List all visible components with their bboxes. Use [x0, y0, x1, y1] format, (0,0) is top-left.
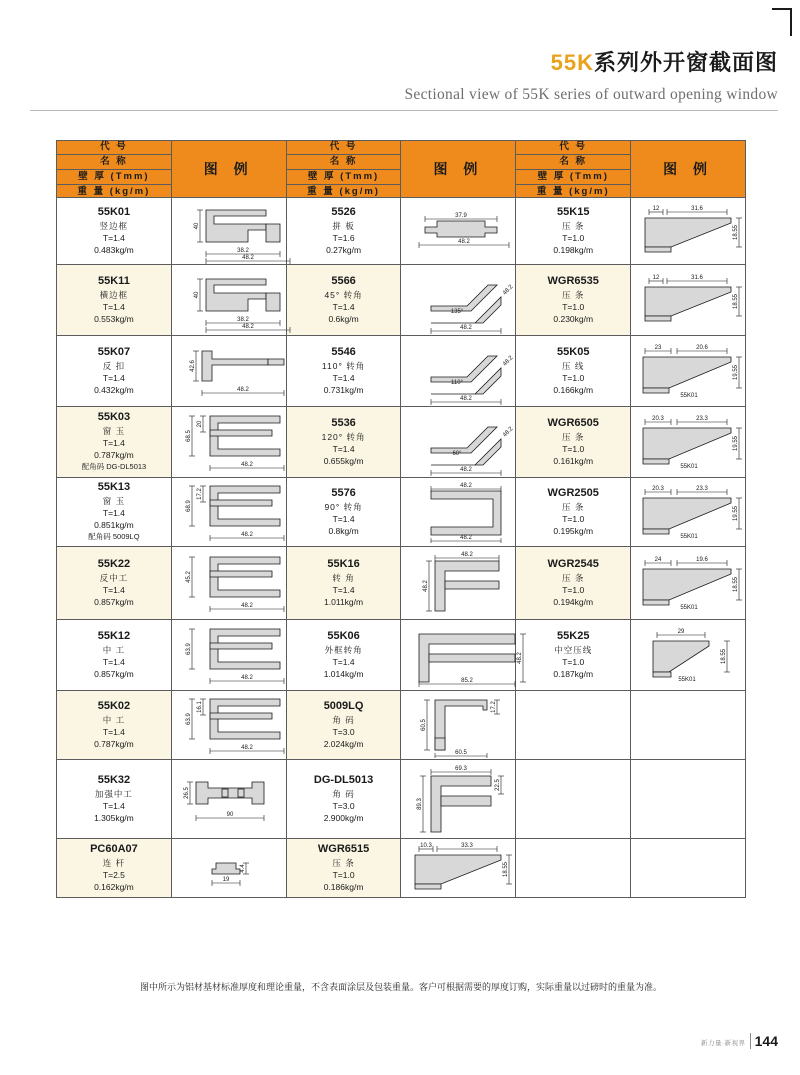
profile-code: PC60A07: [90, 843, 138, 855]
profile-code: 55K22: [97, 558, 131, 570]
svg-text:42.6: 42.6: [189, 360, 196, 372]
profile-name: 110° 转角: [321, 361, 366, 371]
profile-thickness: T=1.0: [562, 444, 585, 454]
profile-weight: 0.857kg/m: [94, 669, 134, 679]
table-row: [57, 839, 746, 898]
profile-figure-cell: [171, 760, 286, 839]
table-row: [57, 265, 746, 336]
table-row: [57, 336, 746, 407]
page-title: [30, 50, 778, 76]
profile-code: 55K13: [97, 481, 131, 493]
svg-text:20.3: 20.3: [652, 416, 664, 422]
profile-name: 连 杆: [102, 858, 126, 868]
profile-name: 压 线: [562, 361, 585, 371]
profile-figure-cell: [631, 336, 746, 407]
profile-weight: 0.8kg/m: [328, 526, 359, 536]
header-label-weight: 重 量 (kg/m): [307, 185, 380, 197]
profile-thickness: T=1.4: [102, 727, 125, 737]
svg-text:135°: 135°: [451, 309, 464, 315]
profile-info-cell: [57, 547, 172, 620]
profile-weight: 0.195kg/m: [553, 526, 594, 536]
svg-text:23.3: 23.3: [696, 486, 708, 492]
svg-text:23.3: 23.3: [696, 416, 708, 422]
profile-thickness: T=1.4: [102, 801, 125, 811]
svg-text:68.5: 68.5: [185, 430, 192, 442]
profile-weight: 0.194kg/m: [553, 597, 594, 607]
profile-weight: 0.655kg/m: [323, 456, 364, 466]
profile-figure-cell: [401, 198, 516, 265]
header-label-name: 名 称: [57, 155, 171, 170]
profile-name: 压 条: [562, 573, 585, 583]
empty-figure-cell: [631, 760, 746, 839]
profile-code: 5536: [331, 417, 356, 429]
profile-info-cell: [57, 407, 172, 478]
header-label-weight: 重 量 (kg/m): [536, 185, 610, 197]
profile-weight: 0.27kg/m: [326, 245, 362, 255]
profile-figure-cell: [401, 620, 524, 691]
profile-weight: 0.851kg/m: [94, 520, 134, 530]
title-rest: 系列外开窗截面图: [593, 50, 778, 75]
svg-text:40: 40: [193, 222, 200, 230]
profile-code: WGR2505: [547, 487, 599, 499]
svg-text:19.55: 19.55: [733, 364, 740, 381]
profile-thickness: T=1.4: [332, 514, 355, 524]
title-highlight: 55K: [550, 50, 594, 75]
svg-text:110°: 110°: [451, 380, 464, 386]
svg-text:18.55: 18.55: [721, 648, 728, 665]
svg-text:4.4: 4.4: [239, 864, 246, 873]
profile-name: 压 条: [332, 858, 355, 868]
profile-figure-cell: [631, 265, 746, 336]
profile-thickness: T=1.4: [102, 585, 125, 595]
profile-name: 拼 板: [332, 221, 355, 231]
svg-text:48.2: 48.2: [240, 462, 253, 468]
corner-bracket-decoration: [772, 8, 792, 36]
svg-text:31.6: 31.6: [691, 206, 703, 212]
profile-figure-cell: [631, 407, 746, 478]
profiles-table: [56, 140, 746, 898]
profile-name: 角 码: [332, 789, 355, 799]
profile-figure-cell: [171, 620, 286, 691]
profile-code: 55K02: [97, 700, 131, 712]
svg-text:12: 12: [652, 206, 660, 212]
svg-text:60°: 60°: [452, 451, 463, 457]
profile-thickness: T=1.4: [332, 585, 355, 595]
profile-weight: 0.787kg/m: [94, 450, 134, 460]
table-row: [57, 198, 746, 265]
svg-text:60.5: 60.5: [455, 750, 468, 756]
header-info-col-1: [57, 141, 172, 198]
profile-info-cell: [57, 198, 172, 265]
profile-info-cell: [57, 336, 172, 407]
profile-figure-cell: [401, 547, 516, 620]
table-header-row: [57, 141, 746, 198]
svg-text:38.2: 38.2: [236, 248, 249, 254]
svg-text:48.2: 48.2: [458, 239, 471, 245]
svg-text:48.2: 48.2: [460, 396, 473, 402]
profile-name: 压 条: [562, 432, 585, 442]
profile-weight: 0.166kg/m: [553, 385, 594, 395]
svg-text:24: 24: [654, 557, 662, 563]
profile-name: 窗 玉: [102, 426, 126, 436]
profile-code: 5566: [331, 275, 356, 287]
page-subtitle: Sectional view of 55K series of outward opening window: [404, 86, 778, 103]
profile-thickness: T=1.4: [332, 373, 355, 383]
profile-figure-cell: [171, 265, 286, 336]
profile-info-cell: [57, 478, 172, 547]
profile-code: WGR6515: [317, 843, 370, 855]
profile-info-cell: [286, 336, 401, 407]
profile-name: 加强中工: [94, 789, 133, 799]
svg-text:31.6: 31.6: [691, 275, 703, 281]
svg-text:69.3: 69.3: [455, 766, 468, 772]
header-label-name: 名 称: [516, 155, 630, 170]
profile-name: 90° 转角: [324, 502, 363, 512]
profile-code: 55K07: [97, 346, 131, 358]
header-label-thickness: 壁 厚 (Tmm): [516, 170, 630, 185]
header-info-col-3: [516, 141, 631, 198]
profile-figure-cell: [171, 478, 286, 547]
profile-name: 120° 转角: [321, 432, 366, 442]
profile-weight: 0.6kg/m: [328, 314, 359, 324]
profile-name: 窗 玉: [102, 496, 126, 506]
profile-weight: 2.900kg/m: [323, 813, 364, 823]
svg-text:85.2: 85.2: [461, 678, 474, 684]
profile-figure-cell: [401, 839, 516, 898]
company-name: 新力量·新视界: [700, 1040, 746, 1047]
profile-thickness: T=1.4: [102, 233, 125, 243]
svg-text:17.2: 17.2: [196, 488, 203, 500]
svg-text:89.3: 89.3: [417, 798, 424, 810]
svg-text:12: 12: [652, 275, 660, 281]
svg-text:10.3: 10.3: [420, 843, 433, 849]
svg-text:48.2: 48.2: [240, 745, 253, 751]
profile-name: 压 条: [562, 502, 585, 512]
page-number: 144: [750, 1033, 778, 1049]
empty-figure-cell: [631, 839, 746, 898]
profile-weight: 0.787kg/m: [94, 739, 134, 749]
svg-text:68.9: 68.9: [185, 500, 192, 512]
svg-text:48.2: 48.2: [241, 255, 254, 261]
profile-name: 角 码: [332, 715, 355, 725]
profile-extra: 配角码 DG-DL5013: [81, 462, 147, 471]
profile-code: 55K25: [557, 630, 590, 642]
profile-code: WGR6535: [547, 275, 599, 287]
profile-thickness: T=1.4: [332, 657, 355, 667]
header-divider: [30, 110, 778, 111]
profile-weight: 1.014kg/m: [323, 669, 364, 679]
profile-name: 45° 转角: [324, 290, 363, 300]
profile-name: 压 条: [562, 290, 585, 300]
svg-text:55K01: 55K01: [680, 534, 698, 540]
header-label-weight: 重 量 (kg/m): [77, 185, 151, 197]
profile-code: WGR2545: [547, 558, 599, 570]
table-row: [57, 691, 746, 760]
svg-text:48.2: 48.2: [461, 552, 474, 558]
profile-weight: 0.187kg/m: [553, 669, 594, 679]
svg-text:19.55: 19.55: [733, 505, 740, 522]
table-row: [57, 620, 746, 691]
profile-info-cell: [286, 198, 401, 265]
svg-text:45.2: 45.2: [185, 571, 192, 583]
profile-figure-cell: [631, 620, 746, 691]
svg-text:38.2: 38.2: [236, 317, 249, 323]
profile-code: 55K06: [327, 630, 360, 642]
svg-text:48.2: 48.2: [502, 426, 516, 439]
header-label-name: 名 称: [287, 155, 401, 170]
profile-thickness: T=1.0: [332, 870, 355, 880]
page-header: [30, 50, 778, 104]
profile-figure-cell: [171, 407, 286, 478]
svg-text:18.55: 18.55: [503, 861, 510, 878]
svg-text:60.5: 60.5: [421, 719, 428, 731]
header-label-code: 代 号: [287, 140, 401, 155]
svg-text:48.2: 48.2: [460, 467, 473, 473]
header-example-col-3: 图 例: [631, 141, 746, 198]
profile-weight: 0.483kg/m: [94, 245, 134, 255]
profile-code: 5546: [331, 346, 356, 358]
svg-text:48.2: 48.2: [460, 325, 473, 331]
profile-weight: 2.024kg/m: [323, 739, 364, 749]
profile-code: 55K16: [327, 558, 360, 570]
profile-extra: 配角码 5009LQ: [88, 532, 140, 541]
profile-name: 竖边框: [99, 221, 129, 231]
profile-thickness: T=1.4: [332, 444, 355, 454]
svg-text:17.2: 17.2: [491, 701, 498, 713]
header-example-col-1: 图 例: [171, 141, 286, 198]
profile-figure-cell: [171, 336, 286, 407]
profile-weight: 0.432kg/m: [94, 385, 134, 395]
profile-thickness: T=1.0: [562, 514, 585, 524]
svg-text:29: 29: [677, 629, 685, 635]
profile-thickness: T=1.0: [562, 373, 585, 383]
svg-text:48.2: 48.2: [423, 580, 430, 592]
profile-name: 中 工: [102, 715, 126, 725]
table-row: [57, 478, 746, 547]
profile-thickness: T=1.4: [102, 657, 125, 667]
profile-figure-cell: [401, 760, 516, 839]
svg-text:18.55: 18.55: [733, 576, 740, 593]
profile-code: 55K15: [557, 206, 590, 218]
profile-thickness: T=1.4: [332, 302, 355, 312]
svg-text:33.3: 33.3: [461, 843, 474, 849]
profile-name: 横边框: [99, 290, 129, 300]
svg-text:48.2: 48.2: [240, 532, 253, 538]
profile-thickness: T=3.0: [332, 727, 355, 737]
svg-text:19: 19: [222, 877, 230, 883]
header-label-code: 代 号: [57, 140, 171, 155]
profile-code: 55K05: [557, 346, 590, 358]
svg-text:63.9: 63.9: [185, 713, 192, 725]
svg-text:37.9: 37.9: [455, 213, 468, 219]
svg-text:20.3: 20.3: [652, 486, 664, 492]
svg-text:16.1: 16.1: [196, 701, 203, 713]
profile-thickness: T=1.0: [562, 302, 585, 312]
profile-figure-cell: [631, 198, 746, 265]
header-label-code: 代 号: [516, 140, 630, 155]
profile-weight: 0.198kg/m: [553, 245, 594, 255]
profile-weight: 0.162kg/m: [94, 882, 134, 892]
profile-code: 5576: [331, 487, 356, 499]
profile-figure-cell: [631, 478, 746, 547]
profile-weight: 0.161kg/m: [553, 456, 594, 466]
svg-text:20: 20: [196, 420, 203, 428]
svg-text:20.6: 20.6: [696, 345, 708, 351]
svg-text:18.55: 18.55: [733, 293, 740, 310]
profile-code: 55K32: [97, 774, 131, 786]
svg-text:48.2: 48.2: [241, 324, 254, 330]
svg-text:48.2: 48.2: [460, 483, 473, 489]
profile-figure-cell: [401, 691, 516, 760]
header-label-thickness: 壁 厚 (Tmm): [287, 170, 401, 185]
profile-code: WGR6505: [547, 417, 599, 429]
profile-figure-cell: [401, 478, 516, 547]
svg-text:55K01: 55K01: [678, 677, 696, 683]
profile-weight: 0.731kg/m: [323, 385, 364, 395]
empty-figure-cell: [631, 691, 746, 760]
profile-code: 55K01: [97, 206, 131, 218]
svg-text:48.2: 48.2: [240, 675, 253, 681]
table-body: [57, 198, 746, 898]
profile-weight: 1.011kg/m: [324, 597, 364, 607]
footnote: 图中所示为铝材基材标准厚度和理论重量，不含表面涂层及包装重量。客户可根据需要的厚度订购，实际重量以过磅时的重量为准。: [139, 982, 662, 992]
profile-code: DG-DL5013: [313, 774, 374, 786]
profile-name: 中 工: [102, 645, 126, 655]
profile-info-cell: [57, 760, 172, 839]
profile-code: 55K12: [97, 630, 131, 642]
profile-weight: 0.553kg/m: [94, 314, 134, 324]
profile-code: 55K03: [97, 411, 131, 423]
svg-text:48.2: 48.2: [240, 603, 253, 609]
table-row: [57, 407, 746, 478]
profile-name: 反 扣: [102, 361, 126, 371]
profile-code: 5009LQ: [323, 700, 364, 712]
profile-thickness: T=1.0: [562, 585, 585, 595]
table-row: [57, 760, 746, 839]
profile-name: 中空压线: [554, 645, 593, 655]
profile-info-cell: [57, 839, 172, 898]
profile-name: 转 角: [332, 573, 355, 583]
profile-info-cell: [57, 691, 172, 760]
svg-text:48.2: 48.2: [460, 535, 473, 541]
profile-figure-cell: [171, 198, 286, 265]
svg-text:63.9: 63.9: [185, 643, 192, 655]
profile-figure-cell: [171, 839, 286, 898]
profile-info-cell: [286, 265, 401, 336]
profile-weight: 1.305kg/m: [94, 813, 134, 823]
profile-thickness: T=1.4: [102, 302, 125, 312]
page-footer: [701, 1033, 778, 1049]
profile-weight: 0.857kg/m: [94, 597, 134, 607]
profile-figure-cell: [401, 336, 516, 407]
profile-figure-cell: [171, 547, 286, 620]
svg-text:48.2: 48.2: [502, 355, 516, 368]
header-label-thickness: 壁 厚 (Tmm): [57, 170, 171, 185]
svg-text:48.2: 48.2: [502, 284, 516, 297]
profile-name: 外框转角: [324, 645, 363, 655]
header-info-col-2: [286, 141, 401, 198]
svg-text:40: 40: [193, 291, 200, 299]
profile-figure-cell: [631, 547, 746, 620]
profile-figure-cell: [401, 265, 516, 336]
profile-weight: 0.186kg/m: [323, 882, 364, 892]
svg-text:23: 23: [654, 345, 662, 351]
svg-text:55K01: 55K01: [680, 393, 698, 399]
profile-thickness: T=1.6: [332, 233, 355, 243]
profile-name: 压 条: [562, 221, 585, 231]
profile-code: 5526: [331, 206, 356, 218]
profile-thickness: T=1.4: [102, 508, 125, 518]
table-row: [57, 547, 746, 620]
profile-thickness: T=2.5: [102, 870, 125, 880]
profile-info-cell: [57, 620, 172, 691]
profile-thickness: T=1.0: [562, 233, 585, 243]
profile-name: 反中工: [99, 573, 129, 583]
profile-thickness: T=3.0: [332, 801, 355, 811]
profile-weight: 0.230kg/m: [553, 314, 594, 324]
profile-figure-cell: [401, 407, 516, 478]
svg-text:48.2: 48.2: [236, 387, 249, 393]
profile-thickness: T=1.4: [102, 373, 125, 383]
profile-figure-cell: [171, 691, 286, 760]
profile-thickness: T=1.4: [102, 438, 125, 448]
svg-text:19.55: 19.55: [733, 435, 740, 452]
svg-text:90: 90: [226, 812, 234, 818]
svg-text:22.5: 22.5: [495, 779, 502, 791]
profile-info-cell: [286, 839, 401, 898]
profile-thickness: T=1.0: [562, 657, 585, 667]
svg-text:18.55: 18.55: [733, 224, 740, 241]
profile-info-cell: [57, 265, 172, 336]
svg-text:26.5: 26.5: [183, 787, 190, 799]
profile-code: 55K11: [98, 275, 130, 287]
svg-text:55K01: 55K01: [680, 605, 698, 611]
svg-text:48.2: 48.2: [517, 652, 524, 664]
header-example-col-2: 图 例: [401, 141, 516, 198]
svg-text:55K01: 55K01: [680, 464, 698, 470]
svg-text:19.6: 19.6: [696, 557, 708, 563]
